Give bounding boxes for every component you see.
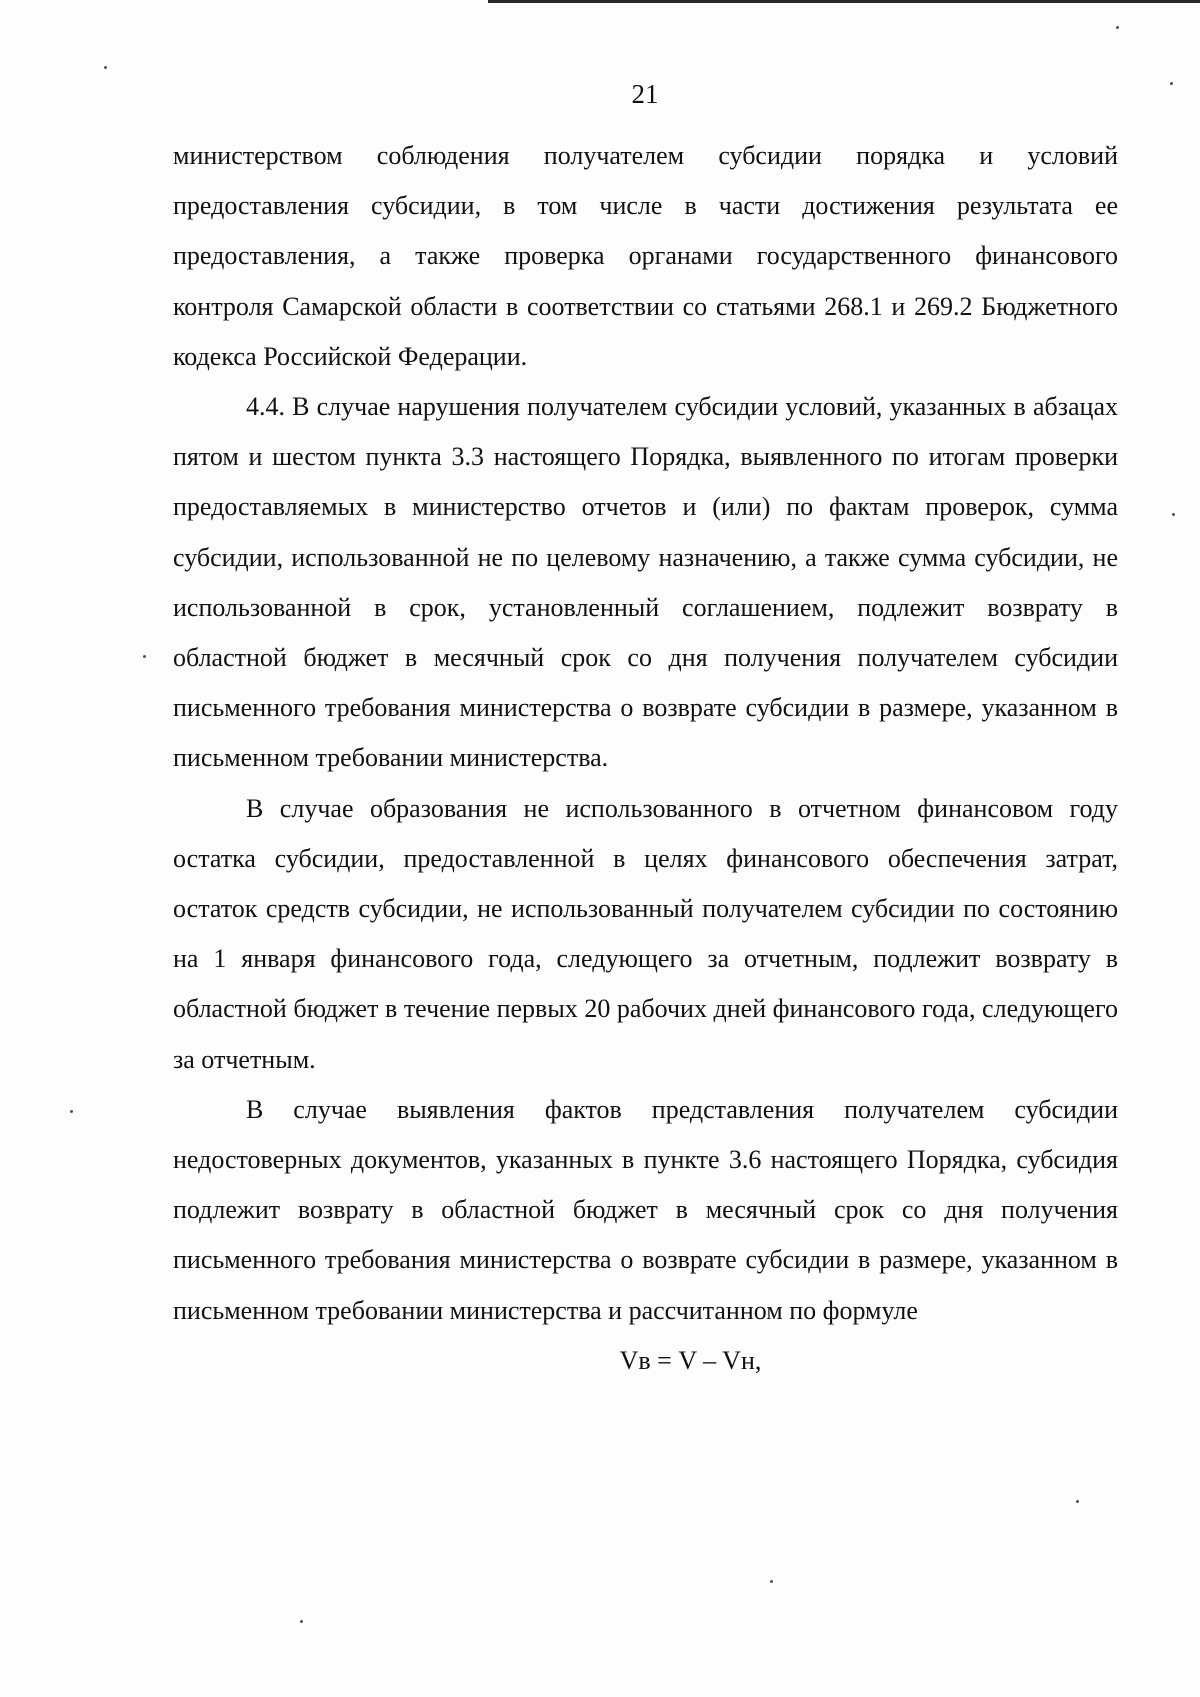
scan-speck [143, 655, 146, 658]
scan-speck [1170, 82, 1173, 85]
scan-speck [300, 1620, 303, 1623]
top-border-line [488, 0, 1200, 3]
scan-speck [1076, 1500, 1079, 1503]
paragraph-false-documents: В случае выявления фактов представления получателем субсидии недостоверных документов, указанных в пункте 3.6 настоящего Порядка, субсидия подлежит возврату в областной бюджет в месячный срок со дня получения письменного требования министерства о возврате субсидии в размере, указанном в письменном требовании министерства и рассчитанном по формуле [173, 1094, 1118, 1325]
document-body [173, 131, 1118, 1386]
scan-speck [70, 1110, 73, 1113]
scan-speck [104, 66, 107, 69]
scan-speck [770, 1580, 773, 1583]
paragraph-continuation: министерством соблюдения получателем субсидии порядка и условий предоставления субсидии, в том числе в части достижения результата ее предоставления, а также проверка органами государственного финансового контроля Самарской области в соответствии со статьями 268.1 и 269.2 Бюджетного кодекса Российской Федерации. [173, 141, 1118, 371]
formula: Vв = V – Vн, [619, 1345, 762, 1375]
scan-speck [1172, 513, 1175, 516]
page-number: 21 [631, 79, 659, 109]
paragraph-4-4: 4.4. В случае нарушения получателем субсидии условий, указанных в абзацах пятом и шестом пункта 3.3 настоящего Порядка, выявленного по итогам проверки предоставляемых в министерство отчетов и (или) по фактам проверок, сумма субсидии, использованной не по целевому назначению, а также сумма субсидии, не использованной в срок, установленный соглашением, подлежит возврату в областной бюджет в месячный срок со дня получения получателем субсидии письменного требования министерства о возврате субсидии в размере, указанном в письменном требовании министерства. [173, 392, 1118, 773]
scan-speck [1116, 26, 1119, 29]
paragraph-unused-balance: В случае образования не использованного в отчетном финансовом году остатка субсидии, предоставленной в целях финансового обеспечения затрат, остаток средств субсидии, не использованный получателем субсидии по состоянию на 1 января финансового года, следующего за отчетным, подлежит возврату в областной бюджет в течение первых 20 рабочих дней финансового года, следующего за отчетным. [173, 793, 1118, 1074]
